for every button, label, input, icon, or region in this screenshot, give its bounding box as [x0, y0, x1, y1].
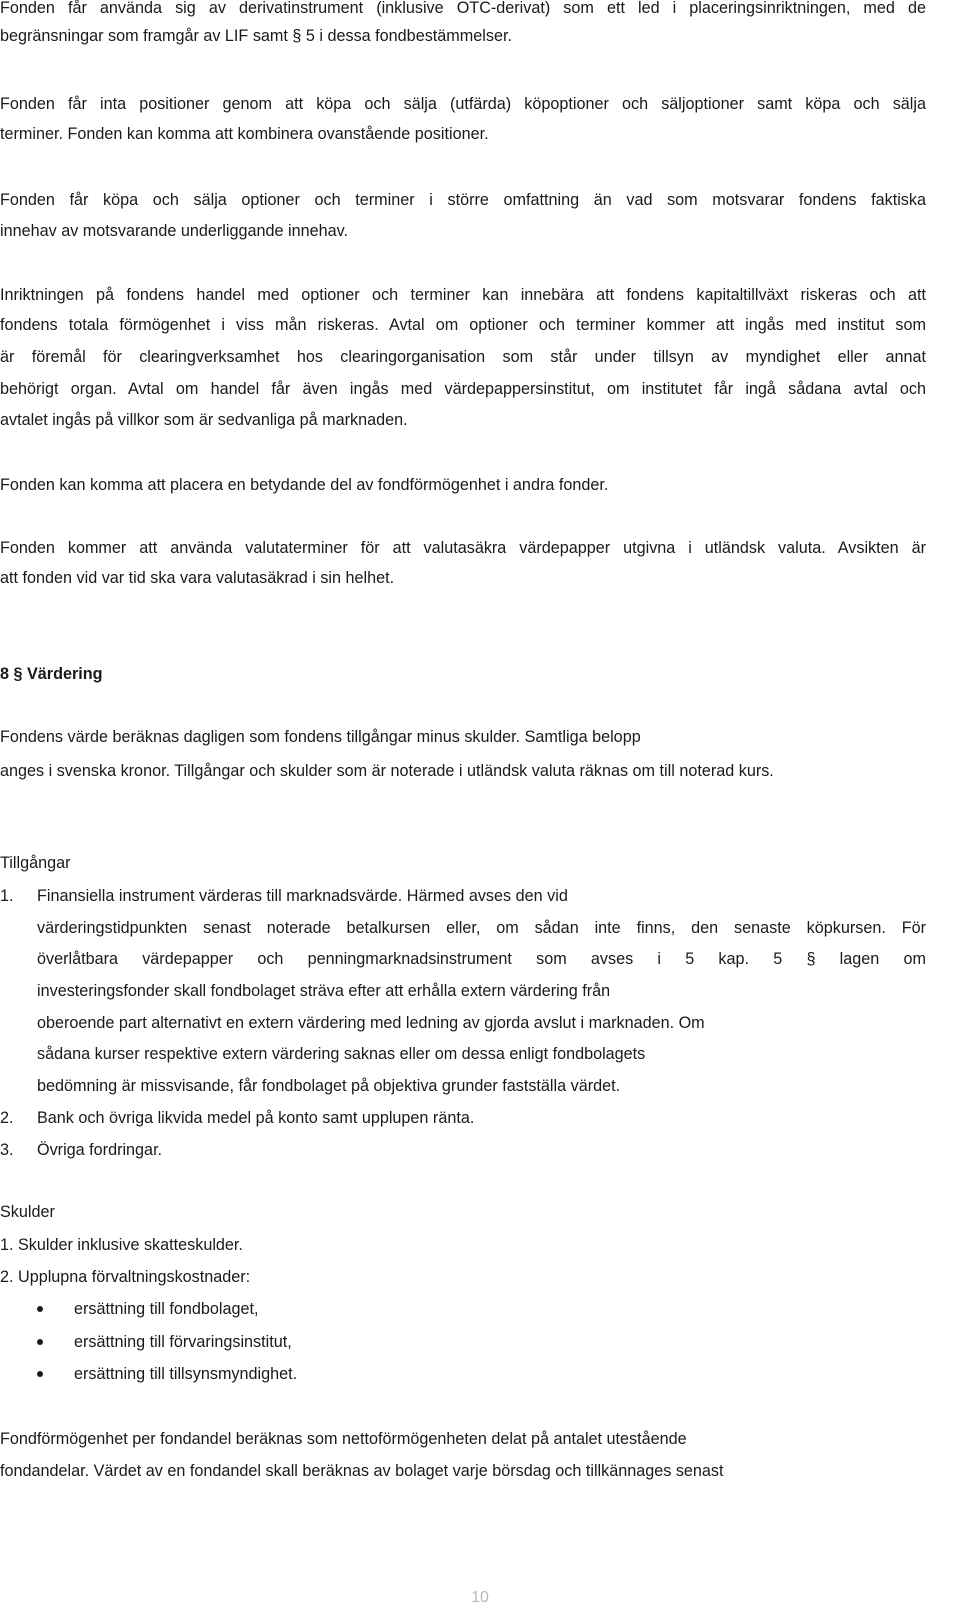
- paragraph-line: Fonden får inta positioner genom att köpa och sälja (utfärda) köpoptioner och säljoptioner samt köpa och sälja: [0, 95, 926, 113]
- list-number: 3.: [0, 1141, 14, 1159]
- paragraph-line: fondandelar. Värdet av en fondandel skall beräknas av bolaget varje börsdag och tillkännages senast: [0, 1462, 724, 1480]
- list-item-line: bedömning är missvisande, får fondbolaget på objektiva grunder fastställa värdet.: [37, 1077, 621, 1095]
- list-item-line: 2. Upplupna förvaltningskostnader:: [0, 1268, 251, 1286]
- bullet-icon: [37, 1306, 43, 1312]
- list-number: 2.: [0, 1109, 14, 1127]
- paragraph-line: Fonden får köpa och sälja optioner och terminer i större omfattning än vad som motsvarar fondens faktiska: [0, 191, 926, 209]
- assets-title: Tillgångar: [0, 854, 71, 872]
- liabilities-title: Skulder: [0, 1203, 55, 1221]
- bullet-icon: [37, 1371, 43, 1377]
- paragraph-line: att fonden vid var tid ska vara valutasäkrad i sin helhet.: [0, 569, 395, 587]
- paragraph-line: är föremål för clearingverksamhet hos clearingorganisation som står under tillsyn av myndighet eller annat: [0, 348, 926, 366]
- list-number: 1.: [0, 887, 14, 905]
- bullet-item: ersättning till fondbolaget,: [74, 1300, 259, 1318]
- bullet-item: ersättning till förvaringsinstitut,: [74, 1333, 292, 1351]
- paragraph-line: fondens totala förmögenhet i viss mån riskeras. Avtal om optioner och terminer kommer att ingås med institut som: [0, 316, 926, 334]
- list-item-line: investeringsfonder skall fondbolaget sträva efter att erhålla extern värdering från: [37, 982, 611, 1000]
- bullet-item: ersättning till tillsynsmyndighet.: [74, 1365, 298, 1383]
- list-item-line: Finansiella instrument värderas till marknadsvärde. Härmed avses den vid: [37, 887, 568, 905]
- section-heading: 8 § Värdering: [0, 665, 103, 683]
- list-item-line: värderingstidpunkten senast noterade betalkursen eller, om sådan inte finns, den senaste köpkursen. För: [37, 919, 926, 937]
- paragraph-line: anges i svenska kronor. Tillgångar och skulder som är noterade i utländsk valuta räknas om till noterad kurs.: [0, 762, 774, 780]
- list-item-line: Bank och övriga likvida medel på konto samt upplupen ränta.: [37, 1109, 475, 1127]
- bullet-icon: [37, 1339, 43, 1345]
- page-number: 10: [471, 1589, 489, 1606]
- paragraph-line: avtalet ingås på villkor som är sedvanliga på marknaden.: [0, 411, 408, 429]
- paragraph-line: innehav av motsvarande underliggande innehav.: [0, 222, 348, 240]
- paragraph-line: Fonden kan komma att placera en betydande del av fondförmögenhet i andra fonder.: [0, 476, 609, 494]
- paragraph-line: Fonden kommer att använda valutaterminer för att valutasäkra värdepapper utgivna i utländsk valuta. Avsikten är: [0, 539, 926, 557]
- list-item-line: överlåtbara värdepapper och penningmarknadsinstrument som avses i 5 kap. 5 § lagen om: [37, 950, 926, 968]
- list-item-line: sådana kurser respektive extern värdering saknas eller om dessa enligt fondbolagets: [37, 1045, 646, 1063]
- paragraph-line: Fondens värde beräknas dagligen som fondens tillgångar minus skulder. Samtliga belopp: [0, 728, 641, 746]
- paragraph-line: terminer. Fonden kan komma att kombinera ovanstående positioner.: [0, 125, 489, 143]
- list-item-line: 1. Skulder inklusive skatteskulder.: [0, 1236, 243, 1254]
- paragraph-line: behörigt organ. Avtal om handel får även ingås med värdepappersinstitut, om institutet får ingå sådana avtal och: [0, 380, 926, 398]
- paragraph-line: Fondförmögenhet per fondandel beräknas som nettoförmögenheten delat på antalet utestående: [0, 1430, 687, 1448]
- paragraph-line: begränsningar som framgår av LIF samt § 5 i dessa fondbestämmelser.: [0, 27, 512, 45]
- paragraph-line: Fonden får använda sig av derivatinstrument (inklusive OTC-derivat) som ett led i placeringsinriktningen, med de: [0, 0, 926, 17]
- list-item-line: Övriga fordringar.: [37, 1141, 163, 1159]
- list-item-line: oberoende part alternativt en extern värdering med ledning av gjorda avslut i marknaden. Om: [37, 1014, 705, 1032]
- paragraph-line: Inriktningen på fondens handel med optioner och terminer kan innebära att fondens kapitaltillväxt riskeras och att: [0, 286, 926, 304]
